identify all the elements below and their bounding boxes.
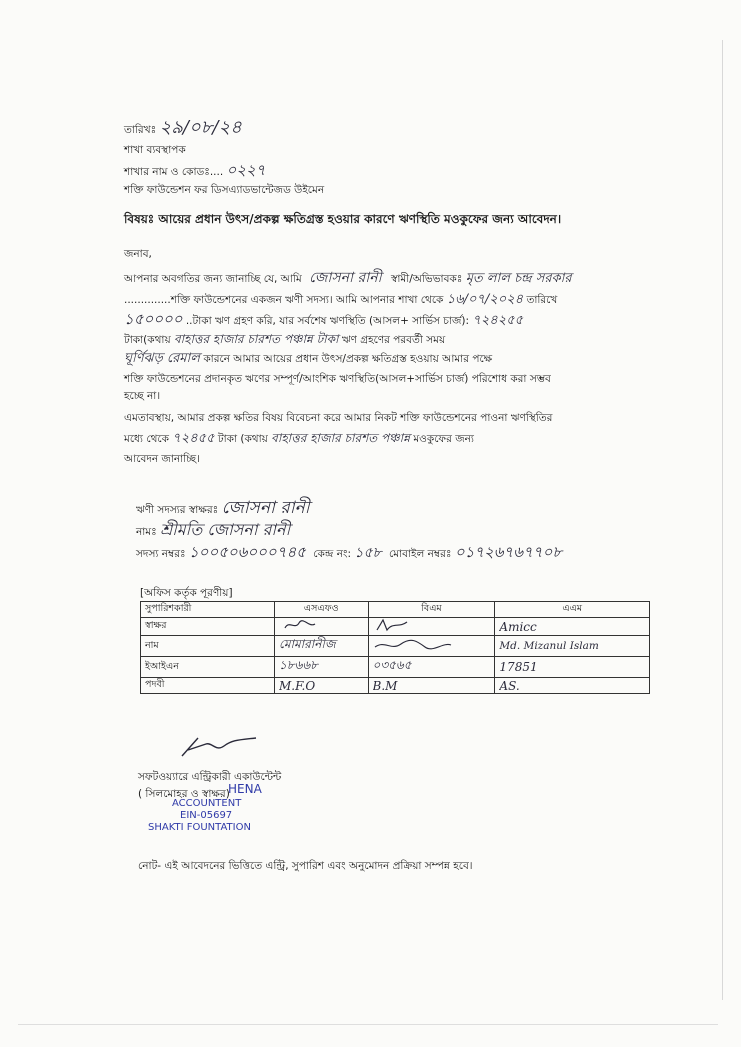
am-designation-hw: AS. bbox=[499, 678, 520, 693]
table-cell bbox=[368, 657, 495, 678]
date-label: তারিখঃ bbox=[124, 124, 157, 136]
guardian-name-hw: মৃত লাল চন্দ্র সরকার bbox=[465, 271, 572, 286]
organization-name: শক্তি ফাউন্ডেশন ফর ডিসএ্যাডভান্টেজড উইমেন bbox=[124, 184, 325, 196]
stamp-ein: EIN-05697 bbox=[180, 810, 233, 821]
table-cell: সুপারিশকারী bbox=[141, 602, 275, 618]
body-text: মধ্যে থেকে bbox=[124, 433, 169, 445]
table-cell: বিএম bbox=[368, 602, 495, 618]
am-ein-hw: 17851 bbox=[499, 660, 538, 674]
date-line bbox=[124, 117, 242, 138]
table-cell bbox=[495, 618, 650, 636]
page-edge-bottom bbox=[18, 1024, 718, 1025]
bm-name-scribble-icon bbox=[373, 638, 453, 652]
table-cell bbox=[275, 636, 369, 657]
balance-hw: ৭২৪২৫৫ bbox=[472, 313, 524, 328]
stamp-org: SHAKTI FOUNTATION bbox=[148, 822, 251, 833]
body-text: স্বামী/অভিভাবকঃ bbox=[390, 273, 463, 285]
table-cell: এসএফও bbox=[275, 602, 369, 618]
loan-date-hw: ১৬/০৭/২০২৪ bbox=[446, 292, 524, 307]
seal-label: ( সিলমোহর ও স্বাক্ষর) bbox=[138, 788, 230, 800]
applicant-name-line bbox=[136, 520, 291, 539]
table-cell bbox=[275, 657, 369, 678]
branch-code-line bbox=[124, 163, 266, 179]
body-line-7: হচ্ছে না। bbox=[124, 390, 161, 402]
name-label: নামঃ bbox=[136, 526, 157, 538]
table-cell: এএম bbox=[495, 602, 650, 618]
member-no-hw: ১০০৫০৬০০০৭৪৫ bbox=[188, 543, 306, 561]
table-cell: পদবী bbox=[141, 678, 275, 694]
sign-label: ঋণী সদস্যর স্বাক্ষরঃ bbox=[136, 504, 219, 516]
bm-signature-icon bbox=[373, 618, 413, 632]
body-text: তারিখে bbox=[526, 294, 558, 306]
body-text: ..............শক্তি ফাউন্ডেশনের একজন ঋণী সদস্য। আমি আপনার শাখা থেকে bbox=[124, 294, 444, 306]
body-line-5 bbox=[124, 352, 492, 366]
applicant-full-name-hw: শ্রীমতি জোসনা রানী bbox=[160, 520, 291, 539]
table-row bbox=[141, 636, 650, 657]
applicant-signature-hw: জোসনা রানী bbox=[221, 498, 310, 518]
branch-code-label: শাখার নাম ও কোডঃ.... bbox=[124, 166, 224, 178]
table-cell bbox=[275, 678, 369, 694]
bm-designation-hw: B.M bbox=[372, 678, 398, 693]
office-table bbox=[140, 601, 650, 694]
balance-words-hw: বাহাত্তর হাজার চারশত পঞ্চান্ন টাকা bbox=[173, 332, 339, 346]
table-cell: স্বাক্ষর bbox=[141, 618, 275, 636]
applicant-name-hw: জোসনা রানী bbox=[309, 270, 382, 286]
sfo-designation-hw: M.F.O bbox=[279, 678, 316, 693]
body-text: ঋণ গ্রহণের পরবর্তী সময় bbox=[341, 334, 446, 346]
accountant-signature-icon bbox=[176, 732, 262, 762]
table-row bbox=[141, 678, 650, 694]
table-cell bbox=[368, 618, 495, 636]
office-caption: [অফিস কর্তৃক পূরণীয়] bbox=[140, 587, 233, 599]
body-line-9 bbox=[124, 431, 474, 446]
sfo-signature-icon bbox=[279, 618, 319, 632]
stamp-name: HENA bbox=[228, 782, 262, 796]
center-no-hw: ১৫৮ bbox=[354, 545, 382, 561]
branch-code-value: ০২২৭ bbox=[226, 161, 266, 179]
page-edge bbox=[722, 40, 723, 1000]
branch-manager: শাখা ব্যবস্থাপক bbox=[124, 144, 186, 156]
body-text: মওকুফের জন্য bbox=[413, 433, 474, 445]
body-line-2 bbox=[124, 293, 557, 307]
am-name-hw: Md. Mizanul Islam bbox=[499, 640, 599, 652]
body-line-3 bbox=[124, 312, 523, 328]
table-header-row bbox=[141, 602, 650, 618]
applicant-ids-line bbox=[136, 545, 562, 561]
mobile-no-hw: ০১৭২৬৭৬৭৭০৮ bbox=[454, 543, 563, 561]
center-label: কেন্দ্র নং: bbox=[313, 548, 352, 560]
body-text: টাকা (কথায় bbox=[217, 433, 268, 445]
applicant-sign-line bbox=[136, 498, 310, 518]
body-line-10: আবেদন জানাচ্ছি। bbox=[124, 453, 200, 465]
am-signature-hw: Amicc bbox=[499, 619, 537, 634]
body-line-4 bbox=[124, 332, 445, 347]
member-no-label: সদস্য নম্বরঃ bbox=[136, 548, 186, 560]
cause-hw: ঘূর্ণিঝড় রেমাল bbox=[124, 351, 200, 366]
loan-amount-hw: ১৫০০০০ bbox=[124, 310, 183, 328]
waiver-amount-hw: ৭২৪৫৫ bbox=[172, 431, 215, 446]
sfo-name-hw: মোমারানীজ bbox=[279, 637, 336, 651]
table-cell bbox=[495, 636, 650, 657]
accountant-title: সফটওয়্যারে এন্ট্রিকারী একাউন্টেন্ট bbox=[138, 771, 282, 783]
table-row bbox=[141, 657, 650, 678]
sfo-ein-hw: ১৮৬৬৮ bbox=[279, 658, 318, 672]
mobile-label: মোবাইল নম্বরঃ bbox=[388, 548, 452, 560]
table-cell: ইআইএন bbox=[141, 657, 275, 678]
note-line: নোট- এই আবেদনের ভিত্তিতে এন্ট্রি, সুপারিশ এবং অনুমোদন প্রক্রিয়া সম্পন্ন হবে। bbox=[138, 860, 473, 872]
stamp-role: ACCOUNTENT bbox=[172, 798, 242, 809]
body-text: ..টাকা ঋণ গ্রহণ করি, যার সর্বশেষ ঋণস্থিতি (আসল+ সার্ভিস চার্জ): bbox=[185, 315, 470, 327]
body-line-6: শক্তি ফাউন্ডেশনের প্রদানকৃত ঋণের সম্পূর্ণ/আংশিক ঋণস্থিতি(আসল+সার্ভিস চার্জ) পরিশোধ করা সম্ভব bbox=[124, 373, 551, 385]
body-line-1 bbox=[124, 271, 572, 286]
body-text: আপনার অবগতির জন্য জানাচ্ছি যে, আমি bbox=[124, 273, 302, 285]
table-cell: নাম bbox=[141, 636, 275, 657]
table-row bbox=[141, 618, 650, 636]
table-cell bbox=[368, 636, 495, 657]
table-cell bbox=[495, 678, 650, 694]
salutation: জনাব, bbox=[124, 248, 152, 260]
subject-line: বিষয়ঃ আয়ের প্রধান উৎস/প্রকল্প ক্ষতিগ্রস্ত হওয়ার কারণে ঋণস্থিতি মওকুফের জন্য আবেদন। bbox=[124, 212, 562, 226]
table-cell bbox=[495, 657, 650, 678]
date-value: ২৯/০৮/২৪ bbox=[159, 117, 242, 138]
bm-ein-hw: ০৩৫৬৫ bbox=[372, 658, 412, 672]
body-text: কারনে আমার আয়ের প্রধান উৎস/প্রকল্প ক্ষতিগ্রস্ত হওয়ায় আমার পক্ষে bbox=[203, 353, 493, 365]
table-cell bbox=[275, 618, 369, 636]
table-cell bbox=[368, 678, 495, 694]
body-line-8: এমতাবস্থায়, আমার প্রকল্প ক্ষতির বিষয় বিবেচনা করে আমার নিকট শক্তি ফাউন্ডেশনের পাওনা ঋণস্থিতির bbox=[124, 412, 553, 424]
body-text: টাকা(কথায় bbox=[124, 334, 171, 346]
waiver-words-hw: বাহাত্তর হাজার চারশত পঞ্চান্ন bbox=[271, 431, 410, 445]
